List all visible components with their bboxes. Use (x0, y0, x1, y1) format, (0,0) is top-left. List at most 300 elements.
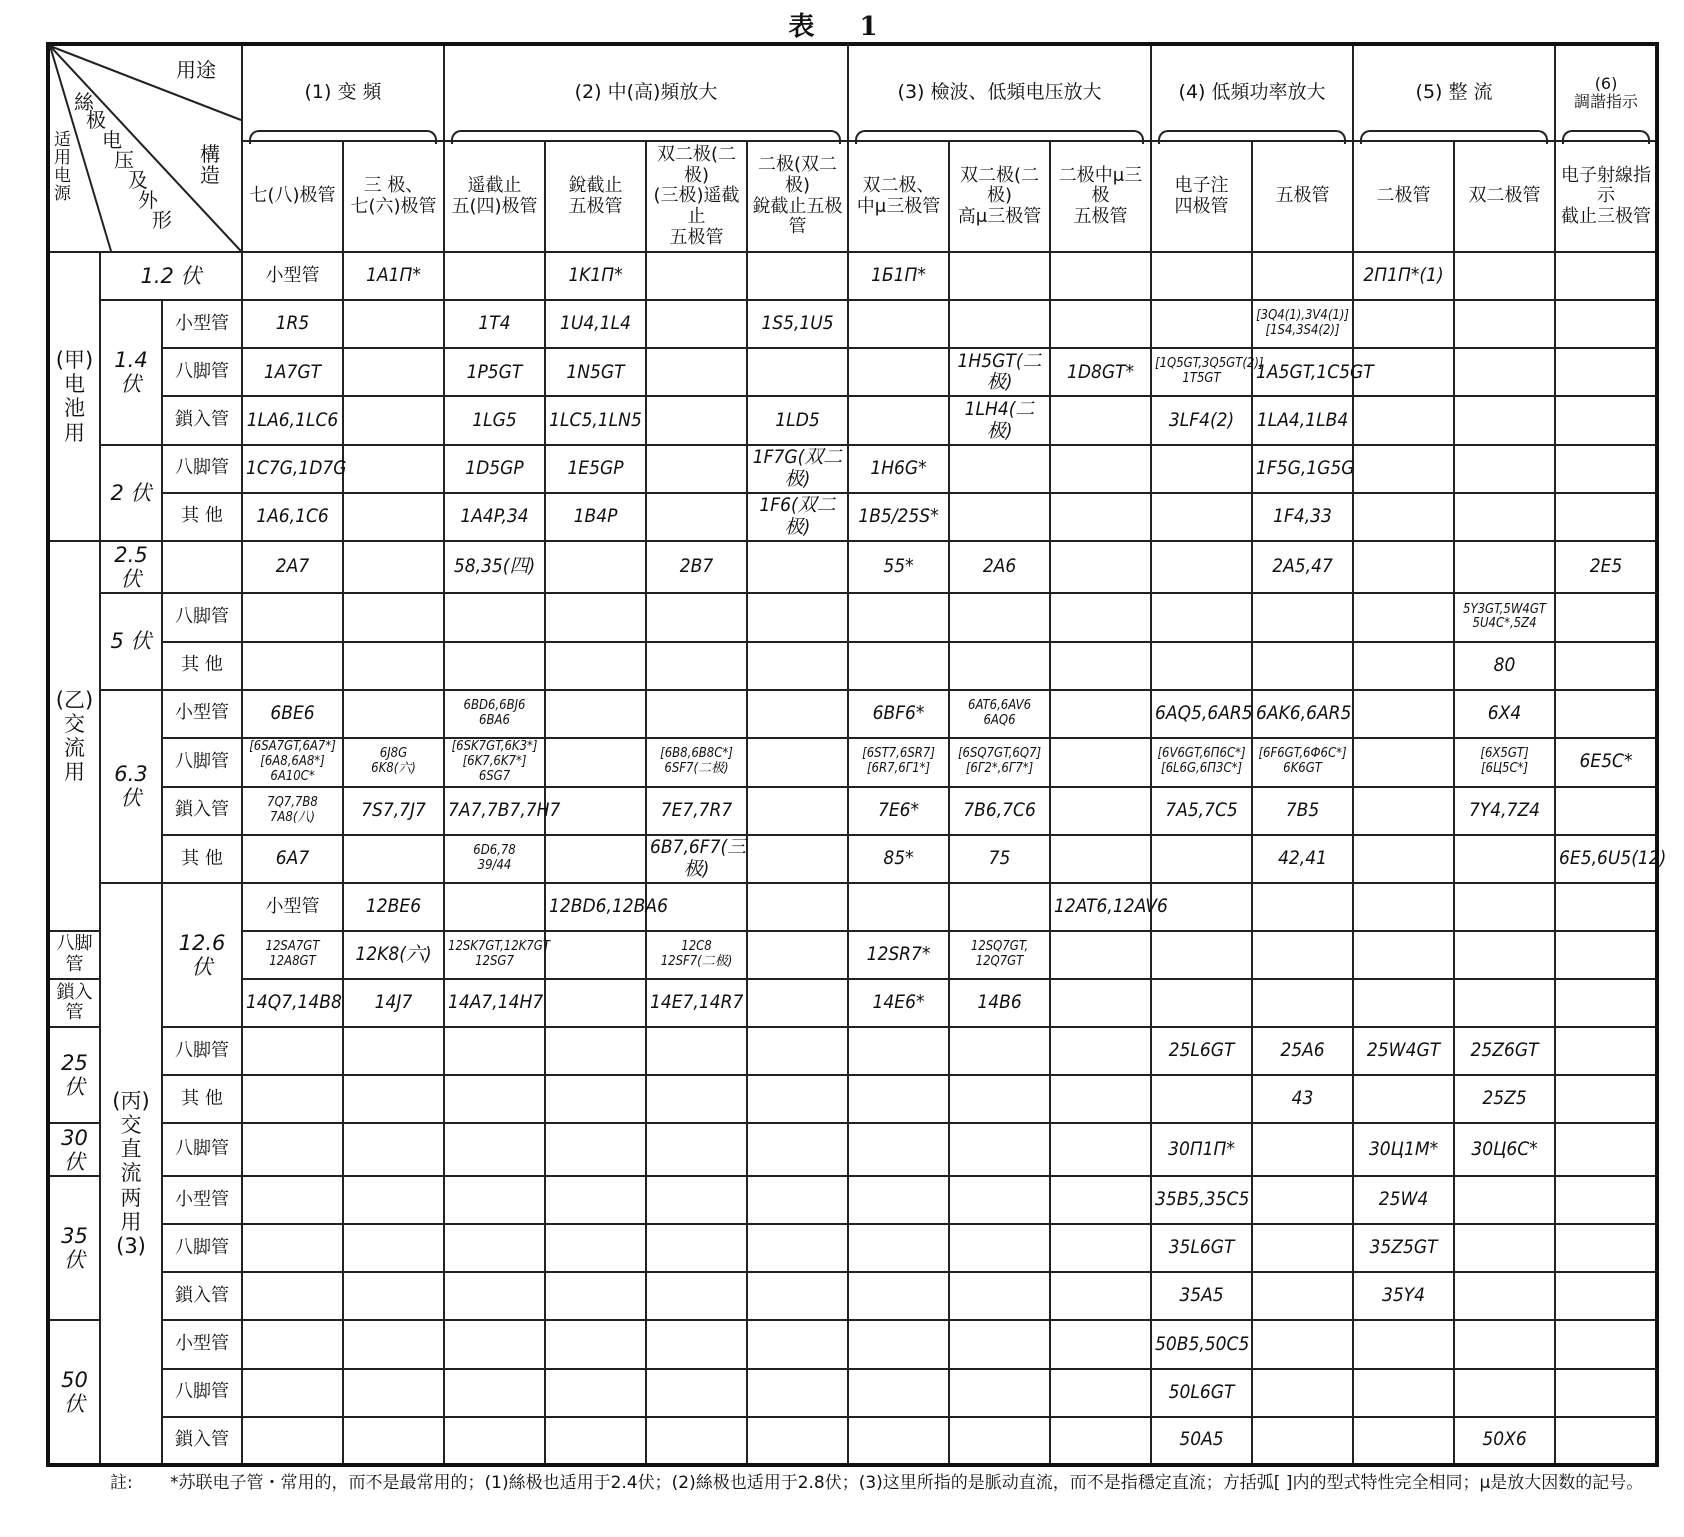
shape: 其 他 (162, 642, 242, 690)
header-structure-row (48, 141, 1657, 252)
tube-cell (747, 1320, 848, 1368)
tube-cell: 35Y4 (1353, 1272, 1454, 1320)
tube-cell: 1F7G(双二极) (747, 445, 848, 493)
section-if-amplification: (2) 中(高)頻放大 (444, 44, 848, 141)
tube-cell: 14B6 (949, 979, 1050, 1027)
table-row (48, 1417, 1657, 1465)
tube-cell: 2E5 (1555, 541, 1657, 594)
tube-cell (1555, 1176, 1657, 1224)
tube-cell (1151, 642, 1252, 690)
tube-cell (1454, 252, 1555, 300)
tube-cell (848, 1272, 949, 1320)
tube-cell: 75 (949, 835, 1050, 883)
tube-cell: 25W4 (1353, 1176, 1454, 1224)
tube-cell (949, 445, 1050, 493)
tube-cell (1252, 642, 1353, 690)
tube-cell (646, 445, 747, 493)
voltage-12-6: 12.6 伏 (162, 883, 242, 1027)
tube-cell: 6B7,6F7(三极) (646, 835, 747, 883)
tube-cell (343, 1320, 444, 1368)
tube-cell (242, 593, 343, 641)
tube-cell (1555, 787, 1657, 835)
tube-cell (1353, 445, 1454, 493)
tube-cell (646, 1417, 747, 1465)
tube-cell (1555, 593, 1657, 641)
tube-cell (848, 300, 949, 348)
tube-cell (343, 300, 444, 348)
tube-cell (1353, 787, 1454, 835)
tube-cell (545, 787, 646, 835)
tube-cell: 6X4 (1454, 690, 1555, 738)
tube-cell (545, 1369, 646, 1417)
tube-cell (343, 493, 444, 541)
tube-cell (1050, 931, 1151, 979)
tube-cell (949, 300, 1050, 348)
shape-empty (162, 541, 242, 594)
tube-cell (1252, 1369, 1353, 1417)
tube-cell (646, 493, 747, 541)
structure-header-1: 三 极、 七(六)极管 (343, 141, 444, 252)
tube-cell: 1H6G* (848, 445, 949, 493)
tube-cell (848, 1123, 949, 1176)
tube-cell (949, 642, 1050, 690)
structure-header-9: 电子注 四极管 (1151, 141, 1252, 252)
tube-cell (1353, 979, 1454, 1027)
tube-cell (1454, 348, 1555, 396)
tube-cell: [6SK7GT,6K3*] [6K7,6K7*] 6SG7 (444, 738, 545, 787)
table-row (48, 541, 1657, 594)
tube-cell (444, 1369, 545, 1417)
tube-cell (242, 1417, 343, 1465)
structure-header-3: 銳截止 五极管 (545, 141, 646, 252)
tube-cell (1454, 1320, 1555, 1368)
section-detection-af-voltage: (3) 檢波、低頻电压放大 (848, 44, 1151, 141)
voltage-5: 5 伏 (100, 593, 162, 689)
tube-cell: 35A5 (1151, 1272, 1252, 1320)
tube-cell (343, 1027, 444, 1075)
tube-cell: 1LC5,1LN5 (545, 396, 646, 444)
section-frequency-conversion: (1) 变 頻 (242, 44, 444, 141)
tube-cell (848, 883, 949, 931)
table-row (48, 1176, 1657, 1224)
tube-cell (1353, 738, 1454, 787)
tube-cell: [6X5GT] [6Ц5C*] (1454, 738, 1555, 787)
shape: 八脚管 (162, 1224, 242, 1272)
tube-cell (343, 690, 444, 738)
tube-cell: 25Z6GT (1454, 1027, 1555, 1075)
tube-cell: 1A5GT,1C5GT (1252, 348, 1353, 396)
tube-cell (747, 1224, 848, 1272)
tube-cell (545, 1176, 646, 1224)
tube-cell (1050, 1224, 1151, 1272)
tube-cell (545, 979, 646, 1027)
tube-cell (848, 1224, 949, 1272)
tube-cell (444, 1320, 545, 1368)
tube-cell (444, 593, 545, 641)
tube-cell (545, 642, 646, 690)
tube-cell (343, 1123, 444, 1176)
tube-cell (242, 1224, 343, 1272)
tube-cell: [6V6GT,6П6C*] [6L6G,6П3C*] (1151, 738, 1252, 787)
tube-cell (1252, 979, 1353, 1027)
tube-cell (1050, 493, 1151, 541)
tube-cell (949, 1027, 1050, 1075)
table-row (48, 1369, 1657, 1417)
tube-cell (1050, 787, 1151, 835)
tube-cell (444, 1224, 545, 1272)
tube-cell (1252, 1320, 1353, 1368)
tube-cell (1252, 593, 1353, 641)
tube-cell (1151, 300, 1252, 348)
tube-cell (545, 690, 646, 738)
tube-table (46, 42, 1667, 1467)
shape: 鎖入管 (162, 1272, 242, 1320)
voltage-25: 25伏 (48, 1027, 100, 1123)
shape: 八脚管 (162, 445, 242, 493)
tube-cell (1252, 931, 1353, 979)
tube-cell (646, 1224, 747, 1272)
tube-cell (1050, 300, 1151, 348)
voltage-6-3: 6.3伏 (100, 690, 162, 883)
tube-cell (949, 252, 1050, 300)
tube-cell (545, 1272, 646, 1320)
tube-cell (1353, 541, 1454, 594)
tube-cell (1050, 1075, 1151, 1123)
tube-cell (545, 541, 646, 594)
corner-grid-3: 电 (102, 128, 122, 152)
section-rectification: (5) 整 流 (1353, 44, 1555, 141)
tube-cell: 6BF6* (848, 690, 949, 738)
tube-cell (1454, 493, 1555, 541)
structure-header-7: 双二极(二极) 高μ三极管 (949, 141, 1050, 252)
tube-cell (444, 1272, 545, 1320)
shape: 八脚管 (48, 931, 100, 979)
tube-cell (1353, 1320, 1454, 1368)
tube-cell: 1E5GP (545, 445, 646, 493)
tube-cell (1555, 1272, 1657, 1320)
tube-cell (1454, 931, 1555, 979)
tube-cell (1555, 348, 1657, 396)
structure-header-2: 遥截止 五(四)极管 (444, 141, 545, 252)
table-row (48, 1123, 1657, 1176)
tube-cell (1555, 1417, 1657, 1465)
tube-cell (1252, 252, 1353, 300)
tube-cell: 50L6GT (1151, 1369, 1252, 1417)
tube-cell (1555, 690, 1657, 738)
tube-cell: 1F5G,1G5G (1252, 445, 1353, 493)
tube-cell (1454, 883, 1555, 931)
tube-cell: 1H5GT(二极) (949, 348, 1050, 396)
tube-cell (1555, 1369, 1657, 1417)
tube-cell (1454, 1176, 1555, 1224)
corner-grid-4: 压 (114, 148, 134, 172)
tube-cell (1555, 1224, 1657, 1272)
tube-cell (1252, 1123, 1353, 1176)
shape: 其 他 (162, 493, 242, 541)
tube-cell (646, 252, 747, 300)
tube-cell: 2A6 (949, 541, 1050, 594)
shape: 小型管 (162, 300, 242, 348)
tube-cell (1353, 300, 1454, 348)
tube-cell (646, 396, 747, 444)
tube-cell (444, 883, 545, 931)
tube-cell (1151, 1075, 1252, 1123)
tube-cell (242, 1272, 343, 1320)
voltage-2: 2 伏 (100, 445, 162, 541)
shape: 八脚管 (162, 1369, 242, 1417)
tube-cell (949, 1417, 1050, 1465)
tube-cell (545, 1123, 646, 1176)
tube-cell: [6SA7GT,6A7*] [6A8,6A8*] 6A10C* (242, 738, 343, 787)
table-row (48, 835, 1657, 883)
tube-cell (1050, 979, 1151, 1027)
tube-cell (343, 835, 444, 883)
tube-cell (1555, 493, 1657, 541)
tube-cell (444, 1176, 545, 1224)
table-row (48, 690, 1657, 738)
tube-cell (1151, 252, 1252, 300)
tube-cell (848, 593, 949, 641)
tube-cell (1050, 1417, 1151, 1465)
tube-cell: 6D6,78 39/44 (444, 835, 545, 883)
tube-cell (646, 690, 747, 738)
tube-cell: 1C7G,1D7G (242, 445, 343, 493)
tube-cell (1353, 1075, 1454, 1123)
voltage-2-5: 2.5伏 (100, 541, 162, 594)
tube-cell (1353, 396, 1454, 444)
table-row (48, 348, 1657, 396)
tube-cell: [6B8,6B8C*] 6SF7(二极) (646, 738, 747, 787)
tube-cell: 3LF4(2) (1151, 396, 1252, 444)
tube-cell (747, 593, 848, 641)
voltage-1-4: 1.4伏 (100, 300, 162, 444)
tube-cell: 1K1П* (545, 252, 646, 300)
table-row (48, 787, 1657, 835)
tube-cell (343, 541, 444, 594)
tube-cell: 6A7 (242, 835, 343, 883)
tube-cell (848, 1027, 949, 1075)
tube-cell (242, 642, 343, 690)
voltage-1-2: 1.2 伏 (100, 252, 242, 300)
group-ac: (乙) 交 流 用 (48, 541, 100, 931)
table-row (48, 396, 1657, 444)
tube-cell (1555, 883, 1657, 931)
tube-cell (646, 642, 747, 690)
tube-cell: 6AT6,6AV6 6AQ6 (949, 690, 1050, 738)
tube-cell (1050, 1272, 1151, 1320)
table-row (48, 883, 1657, 931)
tube-cell: 1B4P (545, 493, 646, 541)
tube-cell (1252, 1417, 1353, 1465)
tube-cell (1454, 396, 1555, 444)
tube-cell (747, 541, 848, 594)
tube-cell: 2B7 (646, 541, 747, 594)
tube-cell (949, 1320, 1050, 1368)
tube-cell (545, 738, 646, 787)
table-row (48, 445, 1657, 493)
structure-header-6: 双二极、 中μ三极管 (848, 141, 949, 252)
tube-cell (1050, 1320, 1151, 1368)
tube-cell: 6E5C* (1555, 738, 1657, 787)
tube-cell (747, 1027, 848, 1075)
structure-header-11: 二极管 (1353, 141, 1454, 252)
tube-cell: 5Y3GT,5W4GT 5U4C*,5Z4 (1454, 593, 1555, 641)
tube-cell (1555, 1027, 1657, 1075)
tube-cell (1252, 883, 1353, 931)
tube-cell (545, 593, 646, 641)
tube-cell (545, 1320, 646, 1368)
tube-cell: 7A5,7C5 (1151, 787, 1252, 835)
tube-cell (1050, 1027, 1151, 1075)
tube-cell (1252, 1272, 1353, 1320)
tube-cell (545, 1075, 646, 1123)
tube-cell (1555, 252, 1657, 300)
tube-cell (646, 1272, 747, 1320)
tube-cell (343, 1224, 444, 1272)
table-row (48, 593, 1657, 641)
group-ac-dc: (丙) 交 直 流 两 用 (3) (100, 883, 162, 1465)
tube-cell (646, 1123, 747, 1176)
voltage-30: 30 伏 (48, 1123, 100, 1176)
structure-header-0: 七(八)极管 (242, 141, 343, 252)
tube-cell (1050, 396, 1151, 444)
shape: 小型管 (242, 252, 343, 300)
tube-cell: 12BE6 (343, 883, 444, 931)
tube-cell (242, 1123, 343, 1176)
tube-cell: 14E6* (848, 979, 949, 1027)
tube-cell (1151, 835, 1252, 883)
tube-cell: 12AT6,12AV6 (1050, 883, 1151, 931)
tube-cell (646, 348, 747, 396)
corner-grid-7: 形 (152, 208, 172, 232)
tube-cell: 12SK7GT,12K7GT 12SG7 (444, 931, 545, 979)
shape: 八脚管 (162, 348, 242, 396)
tube-cell: 6BE6 (242, 690, 343, 738)
shape: 小型管 (162, 1176, 242, 1224)
tube-cell (1353, 835, 1454, 883)
tube-cell (1454, 541, 1555, 594)
tube-cell (343, 1176, 444, 1224)
tube-cell (747, 642, 848, 690)
shape: 八脚管 (162, 1123, 242, 1176)
corner-header (48, 44, 242, 252)
tube-cell: 6AK6,6AR5 (1252, 690, 1353, 738)
tube-cell: 7B5 (1252, 787, 1353, 835)
tube-cell: [6ST7,6SR7] [6R7,6Г1*] (848, 738, 949, 787)
structure-header-10: 五极管 (1252, 141, 1353, 252)
tube-cell (1151, 593, 1252, 641)
tube-cell (848, 396, 949, 444)
tube-cell (1454, 445, 1555, 493)
footnote (110, 1472, 1650, 1495)
tube-cell: 2П1П*(1) (1353, 252, 1454, 300)
tube-cell: 1A4P,34 (444, 493, 545, 541)
tube-cell: 1Б1П* (848, 252, 949, 300)
tube-cell (343, 1369, 444, 1417)
tube-cell (848, 642, 949, 690)
tube-cell (343, 642, 444, 690)
tube-cell (545, 835, 646, 883)
tube-cell: [6SQ7GT,6Q7] [6Г2*,6Г7*] (949, 738, 1050, 787)
tube-cell: 30Ц1M* (1353, 1123, 1454, 1176)
tube-cell (848, 1176, 949, 1224)
tube-cell: [6F6GT,6Ф6C*] 6K6GT (1252, 738, 1353, 787)
tube-cell (646, 1075, 747, 1123)
voltage-50: 50 伏 (48, 1320, 100, 1465)
tube-cell (242, 1075, 343, 1123)
tube-cell: 1LA6,1LC6 (242, 396, 343, 444)
tube-cell (747, 931, 848, 979)
tube-cell (747, 787, 848, 835)
tube-cell (444, 252, 545, 300)
tube-cell: 1LD5 (747, 396, 848, 444)
tube-cell (1555, 1075, 1657, 1123)
tube-cell: 14A7,14H7 (444, 979, 545, 1027)
tube-cell (646, 1027, 747, 1075)
shape: 八脚管 (162, 738, 242, 787)
tube-cell (949, 1369, 1050, 1417)
tube-cell (444, 1123, 545, 1176)
tube-cell: 25W4GT (1353, 1027, 1454, 1075)
tube-cell: 14E7,14R7 (646, 979, 747, 1027)
table-row (48, 493, 1657, 541)
tube-cell (1050, 252, 1151, 300)
tube-cell: 1P5GT (444, 348, 545, 396)
tube-cell (949, 1176, 1050, 1224)
tube-cell: 1A6,1C6 (242, 493, 343, 541)
tube-cell: 85* (848, 835, 949, 883)
tube-cell: 2A7 (242, 541, 343, 594)
tube-cell: 55* (848, 541, 949, 594)
shape: 小型管 (162, 1320, 242, 1368)
corner-usage: 用途 (176, 58, 216, 82)
tube-cell (1555, 396, 1657, 444)
tube-cell (1252, 1224, 1353, 1272)
structure-header-12: 双二极管 (1454, 141, 1555, 252)
tube-cell (747, 738, 848, 787)
tube-cell (949, 493, 1050, 541)
tube-cell (1151, 493, 1252, 541)
tube-cell: [3Q4(1),3V4(1)] [1S4,3S4(2)] (1252, 300, 1353, 348)
group-battery: (甲) 电 池 用 (48, 252, 100, 541)
corner-grid-1: 絲 (74, 90, 94, 114)
tube-cell (1050, 445, 1151, 493)
tube-cell: 50B5,50C5 (1151, 1320, 1252, 1368)
tube-cell: 1D8GT* (1050, 348, 1151, 396)
shape: 八脚管 (162, 1027, 242, 1075)
footnote-text: *苏联电子管・常用的，而不是最常用的；(1)絲极也适用于2.4伏；(2)絲极也适用于2.8伏；(3)这里所指的是脈动直流，而不是指穩定直流；方括弧[ ]内的型式特性完全相同；μ是放大因数的記号。 (170, 1473, 1644, 1493)
table-row (48, 1224, 1657, 1272)
shape: 其 他 (162, 835, 242, 883)
tube-cell (1454, 835, 1555, 883)
shape: 其 他 (162, 1075, 242, 1123)
voltage-35: 35伏 (48, 1176, 100, 1320)
tube-cell (747, 348, 848, 396)
tube-cell (848, 1075, 949, 1123)
tube-cell: 12BD6,12BA6 (545, 883, 646, 931)
tube-cell (747, 1417, 848, 1465)
shape: 鎖入管 (162, 787, 242, 835)
tube-cell (1555, 1320, 1657, 1368)
tube-cell: 2A5,47 (1252, 541, 1353, 594)
tube-cell: 12SA7GT 12A8GT (242, 931, 343, 979)
tube-cell: 35B5,35C5 (1151, 1176, 1252, 1224)
tube-cell (1050, 690, 1151, 738)
tube-cell (1555, 1123, 1657, 1176)
tube-cell (1050, 593, 1151, 641)
tube-cell: 50X6 (1454, 1417, 1555, 1465)
tube-cell: 1F4,33 (1252, 493, 1353, 541)
